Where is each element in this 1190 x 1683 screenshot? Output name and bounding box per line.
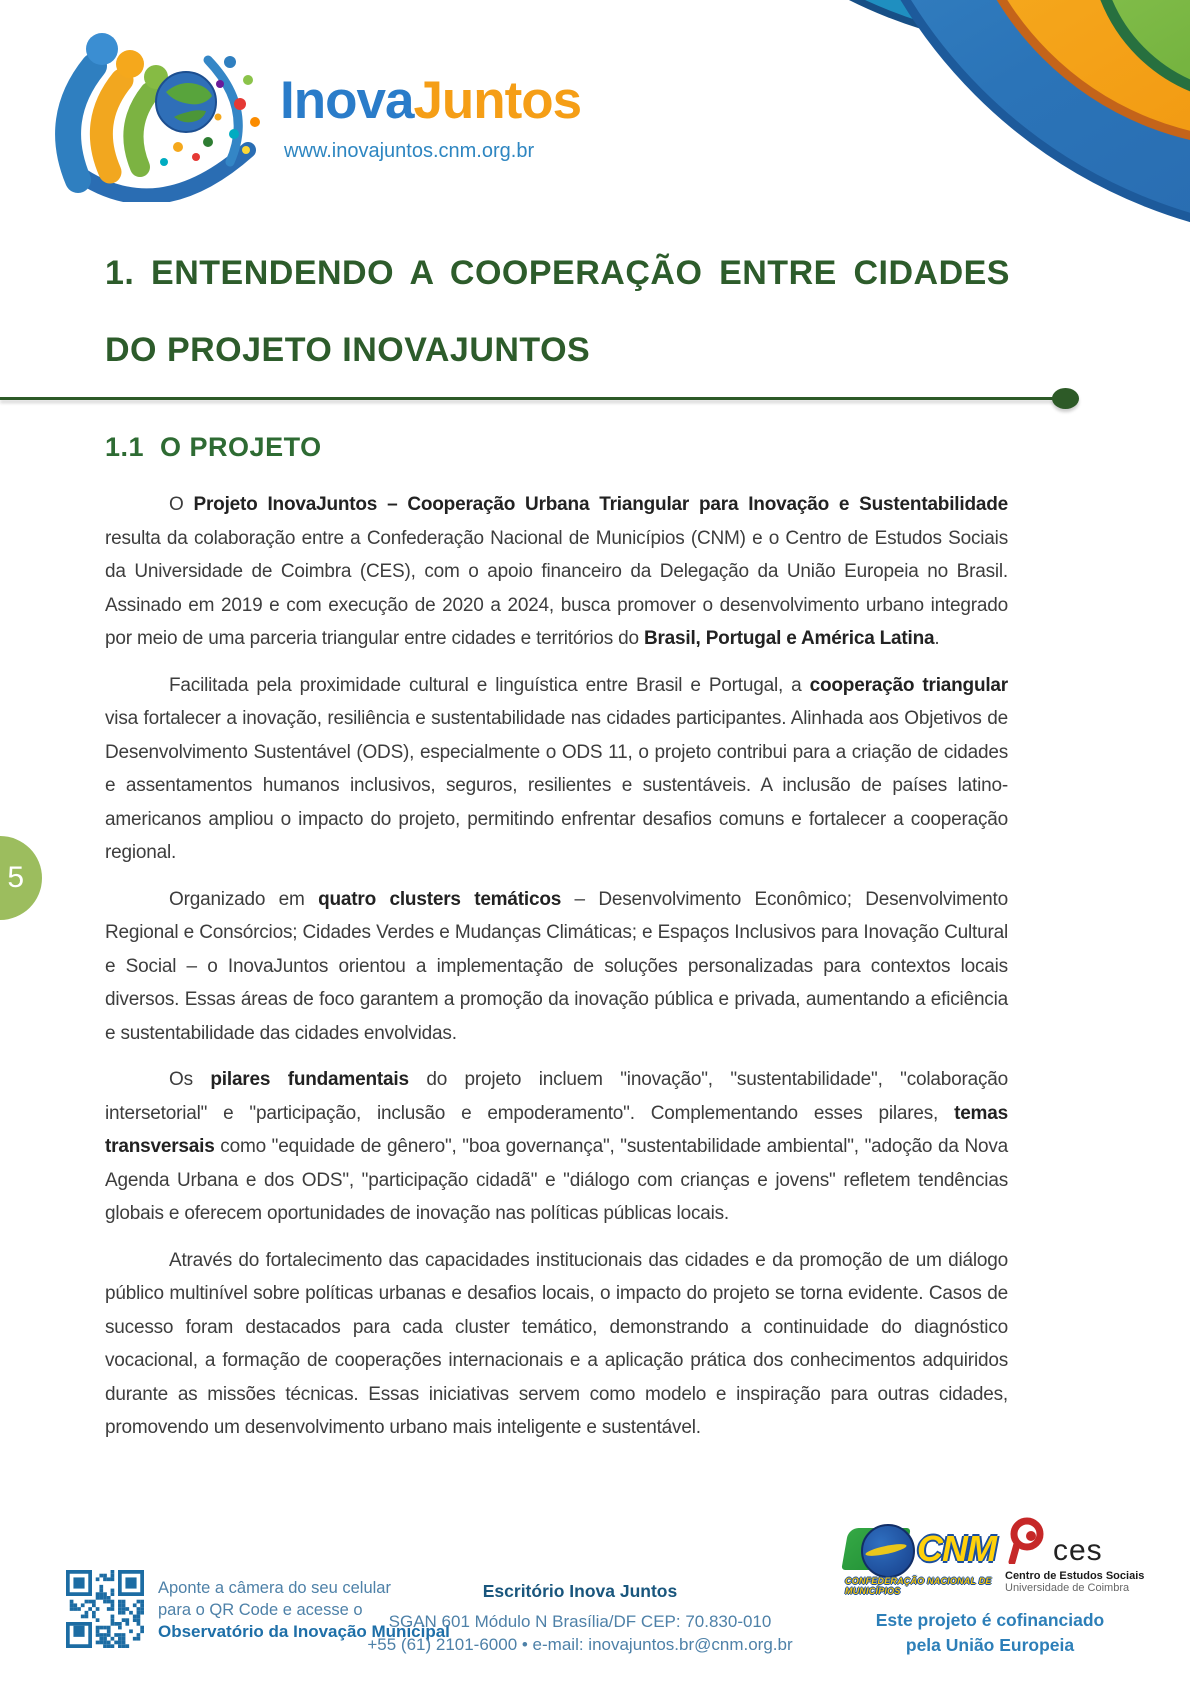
cnm-caption: CONFEDERAÇÃO NACIONAL DE MUNICÍPIOS [845, 1576, 992, 1596]
text-run: – Desenvolvimento Econômico; Desenvolvimento Regional e Consórcios; Cidades Verdes e Mudanças Climáticas; e Espaços Inclusivos para Inovação Cultural e Social – o InovaJuntos orientou a implementação de soluções personalizadas para contextos locais diversos. Essas áreas de foco garantem a promoção da inovação pública e privada, aumentando a eficiência e sustentabilidade das cidades envolvidas. [105, 888, 1008, 1044]
office-info [360, 1581, 800, 1656]
eu-cofinance-line2: pela União Europeia [905, 1635, 1075, 1655]
text-run-bold: Brasil, Portugal e América Latina [643, 628, 935, 649]
paragraph-4 [105, 1063, 1008, 1231]
paragraph-3 [105, 883, 1008, 1051]
cnm-globe-icon [861, 1524, 915, 1578]
body-copy [105, 488, 1008, 1458]
ces-logo [1005, 1516, 1145, 1594]
text-run-bold: Projeto InovaJuntos – Cooperação Urbana Triangular para Inovação e Sustentabilidade [193, 494, 1008, 515]
qr-caption-line1: Aponte a câmera do seu celular [158, 1579, 391, 1597]
text-run: Facilitada pela proximidade cultural e linguística entre Brasil e Portugal, a [169, 674, 810, 696]
text-run: Organizado em [169, 888, 319, 910]
text-run-bold: temas transversais [105, 1102, 1008, 1157]
office-title: Escritório Inova Juntos [482, 1581, 678, 1601]
eu-cofinance-line1: Este projeto é cofinanciado [875, 1610, 1105, 1630]
text-run-bold: quatro clusters temáticos [318, 888, 562, 910]
inovajuntos-logo-icon [48, 22, 278, 202]
brand-inova: Inova [280, 71, 414, 130]
text-run: O [169, 494, 194, 515]
text-run: visa fortalecer a inovação, resiliência e sustentabilidade nas cidades participantes. Alinhada aos Objetivos de Desenvolvimento Sustentável (ODS), especialmente o ODS 11, o projeto contribui para a criação de cidades e assentamentos humanos inclusivos, seguros, resilientes e sustentáveis. A inclusão de países latino-americanos ampliou o impacto do projeto, permitindo enfrentar desafios comuns e fortalecer a cooperação regional. [105, 708, 1008, 863]
divider-line [0, 397, 1062, 400]
text-run-bold: pilares fundamentais [210, 1069, 409, 1090]
text-run: resulta da colaboração entre a Confederação Nacional de Municípios (CNM) e o Centro de Estudos Sociais da Universidade de Coimbra (CES), com o apoio financeiro da Delegação da União Europeia no Brasil. Assinado em 2019 e com execução de 2020 a 2024, busca promover o desenvolvimento urbano integrado por meio de uma parceria triangular entre cidades e territórios do [105, 527, 1008, 649]
text-run: Através do fortalecimento das capacidades institucionais das cidades e da promoção de um diálogo público multinível sobre políticas urbanas e desafios locais, o impacto do projeto se torna evidente. Casos de sucesso foram destacados para cada cluster temático, demonstrando a continuidade do diagnóstico vocacional, a formação de cooperações internacionais e a aplicação prática dos conhecimentos adquiridos durante as missões técnicas. Essas iniciativas servem como modelo e inspiração para outras cidades, promovendo um desenvolvimento urbano mais inteligente e sustentável. [105, 1249, 1008, 1438]
text-run: do projeto incluem "inovação", "sustentabilidade", "colaboração intersetorial" e "participação, inclusão e empoderamento". Complementando esses pilares, [105, 1069, 1009, 1124]
section-number: 1.1 [105, 432, 145, 462]
qr-caption-link: Observatório da Inovação Municipal [158, 1622, 450, 1641]
ces-figure-icon [1005, 1516, 1047, 1564]
corner-arc-orange [952, 0, 1190, 148]
corner-arc-teal [590, 0, 1190, 50]
paragraph-1 [105, 488, 1008, 656]
ces-subtitle-1: Centro de Estudos Sociais [1005, 1570, 1145, 1582]
page-title: 1. ENTENDENDO A COOPERAÇÃO ENTRE CIDADES DO PROJETO INOVAJUNTOS [105, 253, 1010, 369]
section-heading [105, 432, 322, 463]
text-run: Os [169, 1069, 211, 1090]
website-url: www.inovajuntos.cnm.org.br [284, 140, 535, 162]
brand-wordmark [280, 70, 581, 131]
qr-caption-line2: para o QR Code e acesse o [158, 1600, 363, 1619]
eu-cofinance-note [840, 1608, 1140, 1658]
qr-code-icon [66, 1570, 144, 1648]
cnm-logo [845, 1524, 996, 1596]
corner-arc-green [1089, 0, 1190, 104]
office-address: SGAN 601 Módulo N Brasília/DF CEP: 70.830-010 [388, 1612, 772, 1631]
divider-dot [1052, 388, 1079, 409]
brand-juntos: Juntos [413, 71, 582, 130]
inovajuntos-logo [48, 22, 668, 202]
paragraph-2 [105, 669, 1008, 870]
ces-name: ces [1053, 1534, 1103, 1567]
office-contact: +55 (61) 2101-6000 • e-mail: inovajuntos.br@cnm.org.br [367, 1635, 793, 1654]
page-number: 5 [7, 861, 24, 894]
text-run: . [934, 628, 940, 649]
corner-arc-blue [828, 0, 1190, 242]
cnm-name: CNM [917, 1528, 996, 1569]
text-run: como "equidade de gênero", "boa governança", "sustentabilidade ambiental", "adoção da Nova Agenda Urbana e dos ODS", "participação cidadã" e "diálogo com crianças e jovens" refletem tendências globais e oferecem oportunidades de inovação nas políticas públicas locais. [105, 1136, 1008, 1224]
paragraph-5 [105, 1244, 1008, 1445]
ces-subtitle-2: Universidade de Coimbra [1005, 1582, 1130, 1594]
text-run-bold: cooperação triangular [809, 674, 1008, 696]
section-title: O PROJETO [160, 432, 322, 462]
page-number-badge [0, 836, 42, 920]
